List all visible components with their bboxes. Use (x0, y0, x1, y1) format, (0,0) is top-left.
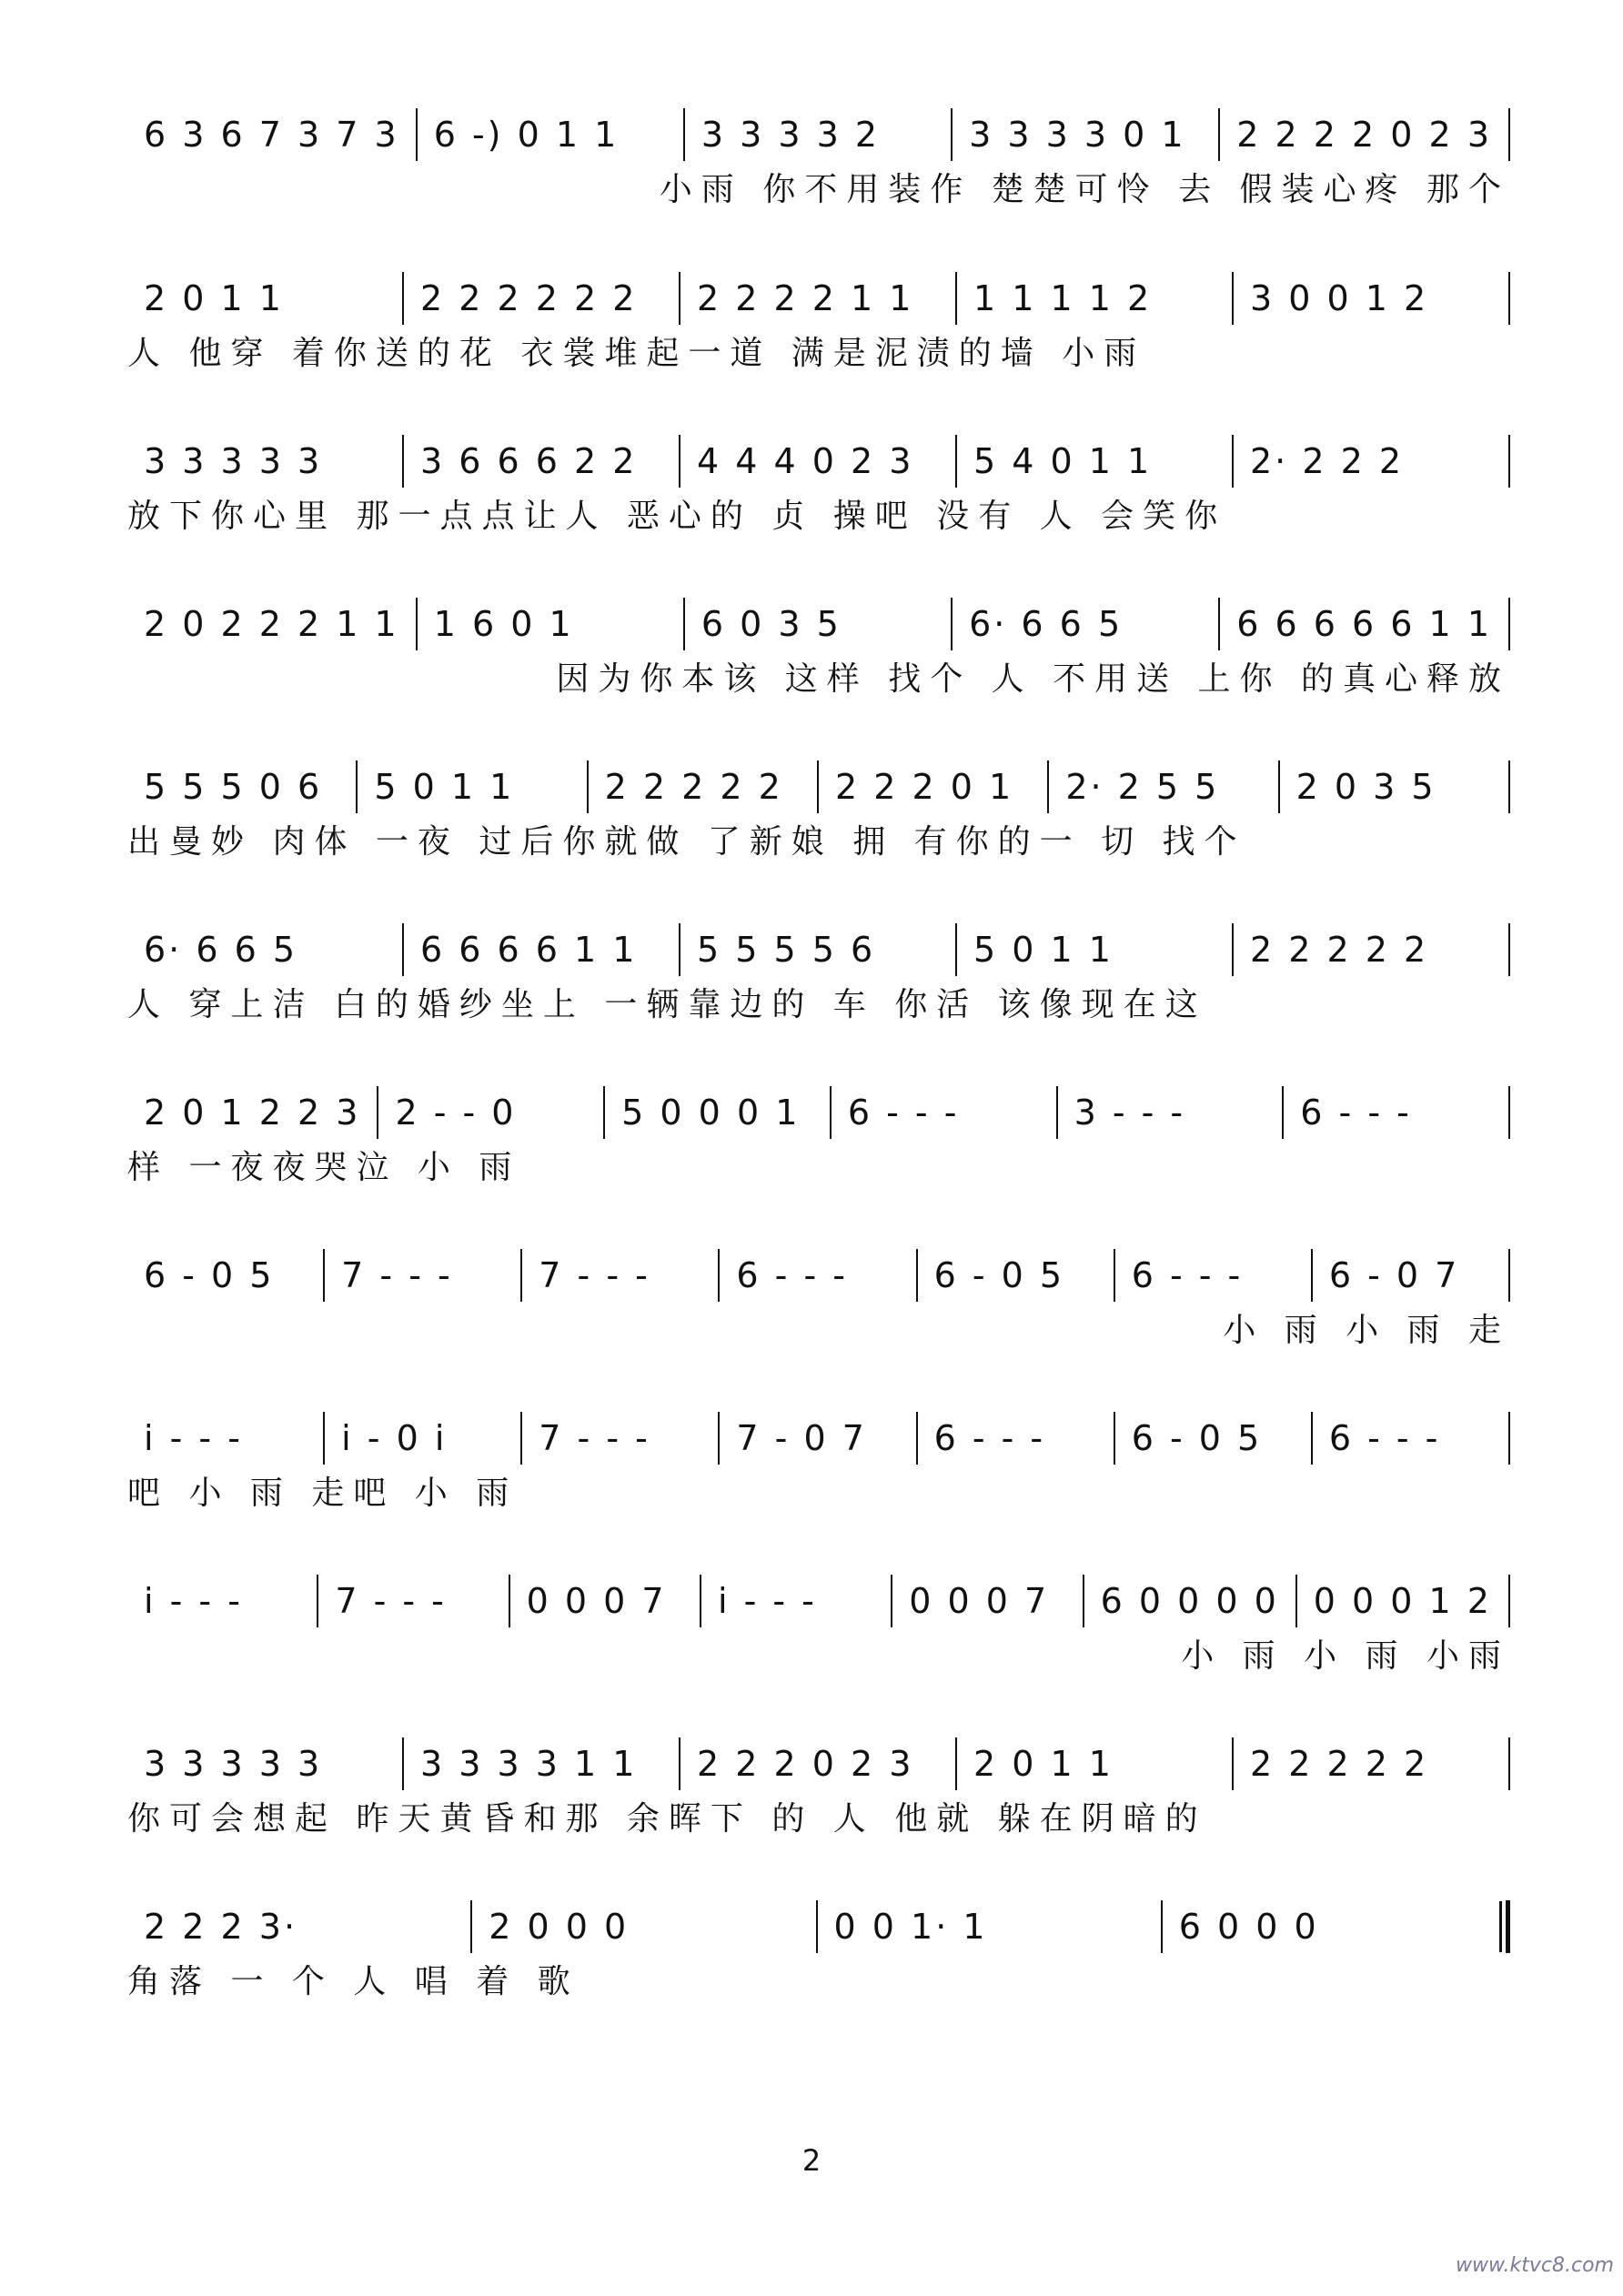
system-7 (127, 1085, 1510, 1222)
measure: 6 - - - (1131, 1255, 1244, 1295)
measure: 2 2 2 2 2 (1250, 930, 1429, 970)
barline (1508, 272, 1510, 325)
measure: 5 0 1 1 (374, 767, 515, 807)
measure: 6 - 0 5 (144, 1255, 275, 1295)
measure: 6· 6 6 5 (144, 930, 298, 970)
notes-row (127, 434, 1510, 488)
measure: 2 0 1 1 (973, 1744, 1114, 1784)
measure: 6 - - - (847, 1093, 960, 1133)
system-4 (127, 597, 1510, 733)
measure: 4 4 4 0 2 3 (697, 441, 914, 481)
system-3 (127, 434, 1510, 570)
system-5 (127, 760, 1510, 896)
measure: 7 - - - (539, 1418, 650, 1458)
measure: 7 - - - (341, 1255, 453, 1295)
measure: 3 6 6 6 2 2 (420, 441, 638, 481)
barline (1508, 760, 1510, 813)
measure: 3 0 0 1 2 (1250, 278, 1429, 318)
measure: i - - - (144, 1581, 243, 1621)
measure: 0 0 1· 1 (833, 1907, 988, 1947)
lyric-line: 你可会想起 昨天黄昏和那 余晖下 的 人 他就 躲在阴暗的 (127, 1800, 1207, 1838)
lyric-line: 放下你心里 那一点点让人 恶心的 贞 操吧 没有 人 会笑你 (127, 498, 1227, 535)
system-8 (127, 1248, 1510, 1385)
lyric-line: 吧 小 雨 走吧 小 雨 (127, 1475, 519, 1512)
measure: i - - - (144, 1418, 243, 1458)
measure: 6 - - - (1300, 1093, 1412, 1133)
notes-row (127, 1574, 1510, 1628)
watermark-text: www.ktvc8.com (1455, 2254, 1614, 2277)
measure: 0 0 0 7 (526, 1581, 667, 1621)
lyric-line: 角落 一 个 人 唱 着 歌 (127, 1963, 580, 2000)
lyric-line: 人 他穿 着你送的花 衣裳堆起一道 满是泥渍的墙 小雨 (127, 335, 1146, 372)
system-2 (127, 271, 1510, 408)
lyric-line: 出曼妙 肉体 一夜 过后你就做 了新娘 拥 有你的一 切 找个 (127, 823, 1246, 861)
measure: 2 2 2 2 2 2 (420, 278, 638, 318)
system-12 (127, 1899, 1510, 2036)
measure: 3 3 3 3 1 1 (420, 1744, 638, 1784)
notes-row (127, 1248, 1510, 1303)
measure: 1 6 0 1 (433, 604, 574, 644)
measure: 2 - - 0 (395, 1093, 517, 1133)
measure: 0 0 0 1 2 (1313, 1581, 1492, 1621)
measure: 3 3 3 3 0 1 (969, 115, 1186, 155)
measure: 5 0 0 0 1 (621, 1093, 801, 1133)
measure: 0 0 0 7 (909, 1581, 1050, 1621)
measure: 2 2 2 2 0 2 3 (1236, 115, 1492, 155)
measure: 3 - - - (1074, 1093, 1186, 1133)
notes-row (127, 1085, 1510, 1140)
measure: 2· 2 5 5 (1065, 767, 1220, 807)
measure: 6 - 0 5 (1131, 1418, 1263, 1458)
measure: 7 - - - (539, 1255, 650, 1295)
measure: 2 0 2 2 2 1 1 (144, 604, 399, 644)
measure: 6 6 6 6 6 1 1 (1236, 604, 1492, 644)
lyric-line: 因为你本该 这样 找个 人 不用送 上你 的真心释放 (556, 660, 1510, 698)
notes-row (127, 1899, 1510, 1954)
lyric-line: 人 穿上洁 白的婚纱坐上 一辆靠边的 车 你活 该像现在这 (127, 986, 1207, 1023)
measure: 2 0 1 2 2 3 (144, 1093, 361, 1133)
measure: 2 0 1 1 (144, 278, 284, 318)
system-6 (127, 922, 1510, 1059)
final-barline (1506, 1900, 1510, 1953)
page-number: 2 (801, 2143, 822, 2178)
barline (1508, 923, 1510, 976)
barline (1508, 1249, 1510, 1302)
system-10 (127, 1574, 1510, 1710)
measure: 6· 6 6 5 (969, 604, 1124, 644)
measure: 6 - 0 5 (933, 1255, 1065, 1295)
measure: 6 3 6 7 3 7 3 (144, 115, 399, 155)
lyric-line: 小 雨 小 雨 小雨 (1181, 1637, 1510, 1675)
measure: 7 - 0 7 (736, 1418, 867, 1458)
notes-row (127, 760, 1510, 814)
system-9 (127, 1411, 1510, 1547)
notes-row (127, 1737, 1510, 1791)
measure: 6 - 0 7 (1328, 1255, 1460, 1295)
measure: 2 2 2 2 2 (1250, 1744, 1429, 1784)
barline (1508, 435, 1510, 488)
barline (1508, 108, 1510, 161)
notes-row (127, 271, 1510, 326)
measure: 2 0 0 0 (489, 1907, 630, 1947)
system-1 (127, 107, 1510, 244)
measure: 6 - - - (736, 1255, 848, 1295)
notes-row (127, 1411, 1510, 1465)
measure: 3 3 3 3 3 (144, 441, 323, 481)
lyric-line: 样 一夜夜哭泣 小 雨 (127, 1149, 521, 1186)
barline (1508, 1575, 1510, 1627)
measure: 6 - - - (933, 1418, 1046, 1458)
measure: 6 -) 0 1 1 (433, 115, 620, 155)
measure: 5 5 5 0 6 (144, 767, 323, 807)
measure: 2 0 3 5 (1295, 767, 1437, 807)
measure: 6 6 6 6 1 1 (420, 930, 638, 970)
measure: 2 2 2 0 2 3 (697, 1744, 914, 1784)
measure: 2 2 2 3· (144, 1907, 298, 1947)
measure: 1 1 1 1 2 (973, 278, 1153, 318)
measure: 2 2 2 2 2 (604, 767, 783, 807)
lyric-line: 小 雨 小 雨 走 (1223, 1312, 1510, 1349)
measure: 6 - - - (1328, 1418, 1441, 1458)
measure: i - 0 i (341, 1418, 448, 1458)
measure: 6 0 0 0 0 (1100, 1581, 1279, 1621)
system-11 (127, 1737, 1510, 1873)
barline (1508, 598, 1510, 650)
notes-row (127, 597, 1510, 651)
notes-row (127, 922, 1510, 977)
barline (1508, 1086, 1510, 1139)
measure: 6 0 3 5 (701, 604, 842, 644)
measure: 2· 2 2 2 (1250, 441, 1405, 481)
measure: 3 3 3 3 2 (701, 115, 881, 155)
measure: 3 3 3 3 3 (144, 1744, 323, 1784)
measure: 2 2 2 2 1 1 (697, 278, 914, 318)
measure: 5 0 1 1 (973, 930, 1114, 970)
measure: 5 4 0 1 1 (973, 441, 1153, 481)
notes-row (127, 107, 1510, 162)
measure: i - - - (717, 1581, 817, 1621)
lyric-line: 小雨 你不用装作 楚楚可怜 去 假装心疼 那个 (659, 171, 1510, 208)
measure: 6 0 0 0 (1178, 1907, 1319, 1947)
measure: 2 2 2 0 1 (834, 767, 1014, 807)
barline (1508, 1412, 1510, 1465)
barline (1508, 1737, 1510, 1790)
measure: 5 5 5 5 6 (697, 930, 876, 970)
measure: 7 - - - (335, 1581, 447, 1621)
